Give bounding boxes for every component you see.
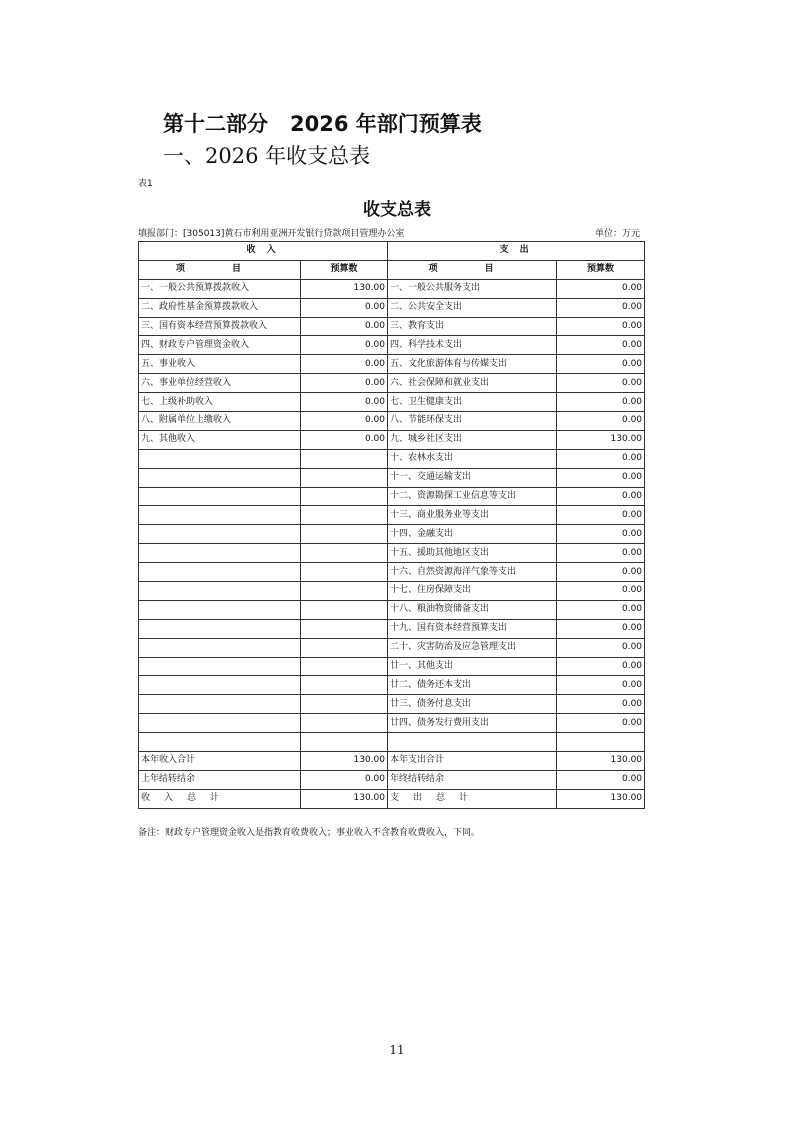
- expense-amount-cell: 0.00: [557, 638, 645, 657]
- income-item-cell: 八、附属单位上缴收入: [139, 412, 301, 431]
- table-row: [139, 468, 645, 487]
- expense-amount-cell: [557, 733, 645, 752]
- income-item-total: 收入总计: [139, 789, 301, 808]
- table-column-header: [139, 260, 645, 279]
- income-item-cell: [139, 657, 301, 676]
- income-amount-cell: [301, 638, 388, 657]
- income-amount-cell: [301, 468, 388, 487]
- expense-amount-cell: 0.00: [557, 657, 645, 676]
- table-meta: [138, 226, 644, 239]
- income-amount-cell: [301, 733, 388, 752]
- expense-item-cell: 四、科学技术支出: [388, 336, 557, 355]
- table-row: [139, 279, 645, 298]
- income-item-cell: 四、财政专户管理资金收入: [139, 336, 301, 355]
- table-row: [139, 733, 645, 752]
- expense-item-cell: 十七、住房保障支出: [388, 582, 557, 601]
- expense-item-cell: 一、一般公共服务支出: [388, 279, 557, 298]
- reporting-department: 填报部门：[305013]黄石市利用亚洲开发银行贷款项目管理办公室: [138, 229, 405, 239]
- unit-label: 单位：万元: [594, 229, 640, 239]
- income-amount-cell: 130.00: [301, 279, 388, 298]
- income-amount-cell: [301, 714, 388, 733]
- income-item-cell: 九、其他收入: [139, 430, 301, 449]
- table-row: [139, 355, 645, 374]
- income-item-cell: 七、上级补助收入: [139, 393, 301, 412]
- income-amount-cell: 0.00: [301, 430, 388, 449]
- page-number: 11: [389, 1043, 405, 1057]
- table-row: [139, 544, 645, 563]
- expense-amount-cell: 0.00: [557, 525, 645, 544]
- expense-amount-cell: 0.00: [557, 582, 645, 601]
- income-item-cell: [139, 544, 301, 563]
- income-amount-cell: [301, 619, 388, 638]
- income-amount-cell: [301, 600, 388, 619]
- income-item-cell: [139, 487, 301, 506]
- income-item-cell: [139, 695, 301, 714]
- income-amount-cell: [301, 582, 388, 601]
- expense-amount-cell: 0.00: [557, 714, 645, 733]
- footnote: 备注：财政专户管理资金收入是指教育收费收入；事业收入不含教育收费收入，下同。: [138, 828, 481, 838]
- income-item-cell: [139, 525, 301, 544]
- part-label: 第十二部分: [163, 112, 268, 136]
- income-amount-cell: 0.00: [301, 412, 388, 431]
- expense-item-cell: [388, 733, 557, 752]
- expense-item-cell: 十八、粮油物资储备支出: [388, 600, 557, 619]
- expense-amount-cell: 0.00: [557, 563, 645, 582]
- expense-item-cell: 十九、国有资本经营预算支出: [388, 619, 557, 638]
- income-amount-header: 预算数: [301, 260, 388, 279]
- income-amount-cell: [301, 506, 388, 525]
- table-row: [139, 317, 645, 336]
- expense-amount-total: 130.00: [557, 789, 645, 808]
- table-row: [139, 582, 645, 601]
- table-row: [139, 487, 645, 506]
- income-amount-cell: 0.00: [301, 393, 388, 412]
- table-row: [139, 563, 645, 582]
- table-row: [139, 506, 645, 525]
- total-row: [139, 789, 645, 808]
- expense-item-cell: 年终结转结余: [388, 770, 557, 789]
- income-amount-cell: 130.00: [301, 752, 388, 771]
- income-item-header: 项 目: [139, 260, 301, 279]
- expense-item-cell: 十三、商业服务业等支出: [388, 506, 557, 525]
- income-item-cell: [139, 619, 301, 638]
- income-amount-cell: [301, 563, 388, 582]
- expense-amount-cell: 0.00: [557, 676, 645, 695]
- income-item-cell: [139, 563, 301, 582]
- income-item-cell: [139, 582, 301, 601]
- table-row: [139, 676, 645, 695]
- income-item-cell: [139, 600, 301, 619]
- income-amount-cell: [301, 525, 388, 544]
- income-item-cell: 上年结转结余: [139, 770, 301, 789]
- expense-item-cell: 廿二、债务还本支出: [388, 676, 557, 695]
- expense-amount-cell: 0.00: [557, 770, 645, 789]
- expense-item-cell: 十、农林水支出: [388, 449, 557, 468]
- expense-item-cell: 二、公共安全支出: [388, 298, 557, 317]
- budget-table: [138, 241, 645, 809]
- expense-item-cell: 二十、灾害防治及应急管理支出: [388, 638, 557, 657]
- expense-item-cell: 三、教育支出: [388, 317, 557, 336]
- table-row: [139, 430, 645, 449]
- table-row: [139, 695, 645, 714]
- expense-item-cell: 七、卫生健康支出: [388, 393, 557, 412]
- income-amount-cell: [301, 676, 388, 695]
- expense-item-cell: 十一、交通运输支出: [388, 468, 557, 487]
- table-row: [139, 336, 645, 355]
- income-amount-total: 130.00: [301, 789, 388, 808]
- expense-amount-cell: 0.00: [557, 336, 645, 355]
- table-title: 收支总表: [363, 200, 431, 220]
- expense-item-cell: 八、节能环保支出: [388, 412, 557, 431]
- income-header: 收 入: [139, 242, 388, 261]
- income-amount-cell: 0.00: [301, 355, 388, 374]
- income-amount-cell: 0.00: [301, 374, 388, 393]
- expense-amount-cell: 0.00: [557, 317, 645, 336]
- income-amount-cell: [301, 695, 388, 714]
- income-amount-cell: [301, 544, 388, 563]
- income-amount-cell: 0.00: [301, 317, 388, 336]
- expense-item-cell: 十六、自然资源海洋气象等支出: [388, 563, 557, 582]
- expense-item-cell: 廿四、债务发行费用支出: [388, 714, 557, 733]
- income-item-cell: [139, 733, 301, 752]
- part-heading: 2026 年部门预算表: [290, 112, 482, 136]
- table-row: [139, 714, 645, 733]
- expense-amount-cell: 130.00: [557, 752, 645, 771]
- expense-amount-cell: 0.00: [557, 600, 645, 619]
- expense-amount-cell: 0.00: [557, 468, 645, 487]
- table-row: [139, 374, 645, 393]
- expense-amount-cell: 0.00: [557, 619, 645, 638]
- expense-item-header: 项 目: [388, 260, 557, 279]
- income-item-cell: [139, 676, 301, 695]
- table-row: [139, 298, 645, 317]
- table-row: [139, 412, 645, 431]
- table-row: [139, 393, 645, 412]
- expense-amount-cell: 0.00: [557, 374, 645, 393]
- income-item-cell: [139, 468, 301, 487]
- table-row: [139, 525, 645, 544]
- income-item-cell: 五、事业收入: [139, 355, 301, 374]
- expense-amount-cell: 0.00: [557, 695, 645, 714]
- expense-amount-cell: 0.00: [557, 355, 645, 374]
- expense-amount-cell: 0.00: [557, 393, 645, 412]
- table-row: [139, 657, 645, 676]
- part-title: [163, 108, 482, 138]
- income-item-cell: 一、一般公共预算拨款收入: [139, 279, 301, 298]
- expense-amount-cell: 0.00: [557, 449, 645, 468]
- income-item-cell: [139, 638, 301, 657]
- income-item-cell: [139, 506, 301, 525]
- table-number: 表1: [138, 179, 153, 189]
- income-amount-cell: 0.00: [301, 336, 388, 355]
- section-title: 一、2026 年收支总表: [163, 144, 371, 168]
- income-amount-cell: [301, 449, 388, 468]
- income-amount-cell: 0.00: [301, 770, 388, 789]
- expense-item-total: 支出总计: [388, 789, 557, 808]
- table-row: [139, 449, 645, 468]
- expense-amount-cell: 0.00: [557, 544, 645, 563]
- income-item-cell: 二、政府性基金预算拨款收入: [139, 298, 301, 317]
- expense-item-cell: 九、城乡社区支出: [388, 430, 557, 449]
- income-item-cell: 三、国有资本经营预算拨款收入: [139, 317, 301, 336]
- expense-item-cell: 六、社会保障和就业支出: [388, 374, 557, 393]
- expense-amount-cell: 130.00: [557, 430, 645, 449]
- income-amount-cell: 0.00: [301, 298, 388, 317]
- income-item-cell: [139, 714, 301, 733]
- expense-amount-cell: 0.00: [557, 279, 645, 298]
- expense-item-cell: 廿三、债务付息支出: [388, 695, 557, 714]
- income-amount-cell: [301, 487, 388, 506]
- table-row: [139, 619, 645, 638]
- table-group-header: [139, 242, 645, 261]
- expense-item-cell: 五、文化旅游体育与传媒支出: [388, 355, 557, 374]
- expense-amount-cell: 0.00: [557, 487, 645, 506]
- expense-header: 支 出: [388, 242, 645, 261]
- income-amount-cell: [301, 657, 388, 676]
- expense-amount-cell: 0.00: [557, 298, 645, 317]
- expense-item-cell: 廿一、其他支出: [388, 657, 557, 676]
- table-row: [139, 600, 645, 619]
- table-row: [139, 752, 645, 771]
- expense-item-cell: 十二、资源勘探工业信息等支出: [388, 487, 557, 506]
- expense-item-cell: 十五、援助其他地区支出: [388, 544, 557, 563]
- table-row: [139, 638, 645, 657]
- income-item-cell: 本年收入合计: [139, 752, 301, 771]
- expense-item-cell: 十四、金融支出: [388, 525, 557, 544]
- expense-item-cell: 本年支出合计: [388, 752, 557, 771]
- table-row: [139, 770, 645, 789]
- income-item-cell: [139, 449, 301, 468]
- expense-amount-cell: 0.00: [557, 412, 645, 431]
- expense-amount-header: 预算数: [557, 260, 645, 279]
- expense-amount-cell: 0.00: [557, 506, 645, 525]
- income-item-cell: 六、事业单位经营收入: [139, 374, 301, 393]
